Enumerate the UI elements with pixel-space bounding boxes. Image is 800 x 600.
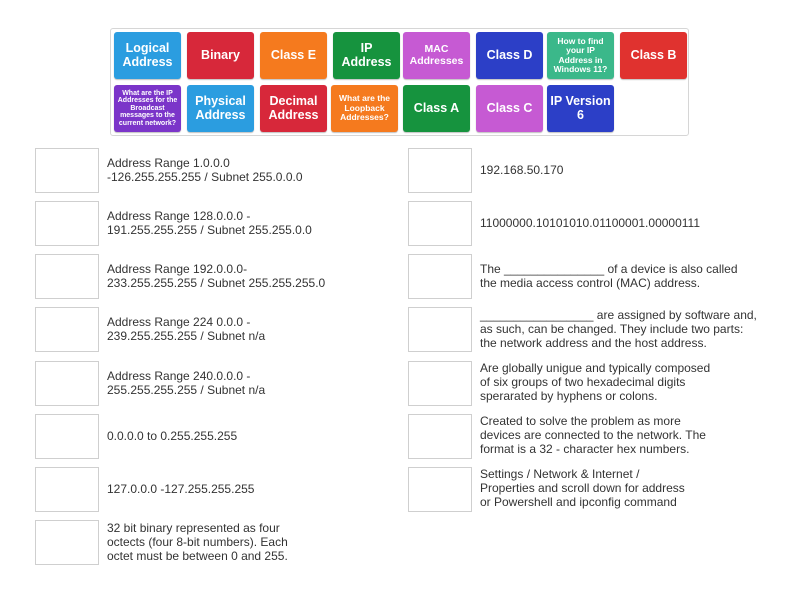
tile-class-d[interactable]: Class D: [476, 32, 543, 79]
drop-slot[interactable]: [35, 148, 99, 193]
match-description: 11000000.10101010.01100001.00000111: [480, 216, 701, 230]
match-description: Are globally unigue and typically composed of six groups of two hexadecimal digits sperarated by hyphens or colons.: [480, 361, 711, 403]
tile-decimal-address[interactable]: Decimal Address: [260, 85, 327, 132]
tile-binary[interactable]: Binary: [187, 32, 254, 79]
tile-mac-addresses[interactable]: MAC Addresses: [403, 32, 470, 79]
tile-logical-address[interactable]: Logical Address: [114, 32, 181, 79]
drop-slot[interactable]: [35, 520, 99, 565]
match-description: Address Range 1.0.0.0 -126.255.255.255 / Subnet 255.0.0.0: [107, 156, 303, 184]
drop-slot[interactable]: [408, 307, 472, 352]
drop-slot[interactable]: [35, 414, 99, 459]
tile-physical-address[interactable]: Physical Address: [187, 85, 254, 132]
drop-slot[interactable]: [408, 254, 472, 299]
match-description: 192.168.50.170: [480, 163, 564, 177]
match-description: 127.0.0.0 -127.255.255.255: [107, 482, 255, 496]
tile-find-ip-windows-11[interactable]: How to find your IP Address in Windows 11?: [547, 32, 614, 79]
match-description: 0.0.0.0 to 0.255.255.255: [107, 429, 238, 443]
tile-class-a[interactable]: Class A: [403, 85, 470, 132]
drop-slot[interactable]: [35, 201, 99, 246]
drop-slot[interactable]: [35, 307, 99, 352]
drop-slot[interactable]: [35, 254, 99, 299]
match-description: _________________ are assigned by software and, as such, can be changed. They include two parts: the network address and the host address.: [480, 308, 757, 350]
match-description: Address Range 240.0.0.0 - 255.255.255.255 / Subnet n/a: [107, 369, 266, 397]
tile-class-b[interactable]: Class B: [620, 32, 687, 79]
match-description: 32 bit binary represented as four octects (four 8-bit numbers). Each octet must be between 0 and 255.: [107, 521, 288, 563]
drop-slot[interactable]: [408, 361, 472, 406]
answer-tile-bank: [110, 28, 689, 136]
drop-slot[interactable]: [35, 467, 99, 512]
drop-slot[interactable]: [35, 361, 99, 406]
match-description: The _______________ of a device is also called the media access control (MAC) address.: [480, 262, 738, 290]
tile-class-e[interactable]: Class E: [260, 32, 327, 79]
tile-broadcast-addresses[interactable]: What are the IP Addresses for the Broadcast messages to the current network?: [114, 85, 181, 132]
match-description: Address Range 224 0.0.0 - 239.255.255.255 / Subnet n/a: [107, 315, 266, 343]
tile-loopback-addresses[interactable]: What are the Loopback Addresses?: [331, 85, 398, 132]
tile-class-c[interactable]: Class C: [476, 85, 543, 132]
match-description: Address Range 128.0.0.0 - 191.255.255.255 / Subnet 255.255.0.0: [107, 209, 312, 237]
drop-slot[interactable]: [408, 148, 472, 193]
tile-ip-address[interactable]: IP Address: [333, 32, 400, 79]
match-description: Address Range 192.0.0.0- 233.255.255.255 / Subnet 255.255.255.0: [107, 262, 326, 290]
tile-ip-version-6[interactable]: IP Version 6: [547, 85, 614, 132]
drop-slot[interactable]: [408, 467, 472, 512]
drop-slot[interactable]: [408, 414, 472, 459]
match-description: Created to solve the problem as more devices are connected to the network. The format is a 32 - character hex numbers.: [480, 414, 706, 456]
match-description: Settings / Network & Internet / Properties and scroll down for address or Powershell and ipconfig command: [480, 467, 685, 509]
drop-slot[interactable]: [408, 201, 472, 246]
